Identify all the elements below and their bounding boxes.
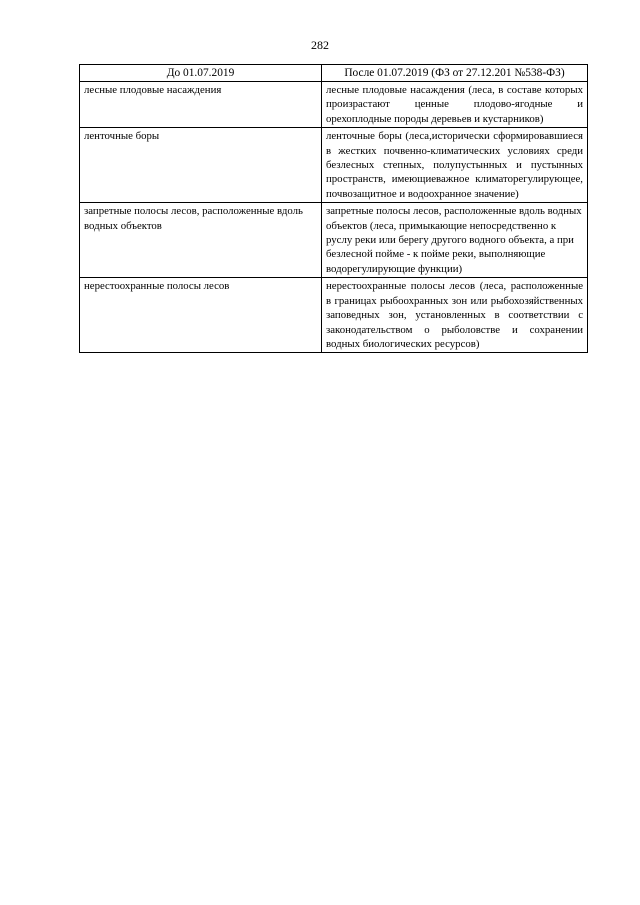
table-row [80,82,588,128]
table-row [80,128,588,203]
row-2-after: ленточные боры (леса,исторически сформировавшиеся в жестких почвенно-климатических условиях среди безлесных степных, полупустынных и пустынных пространств, имеющиеважное климаторегулирующее, почвозащитное и водоохранное значение) [322,128,588,203]
table-row [80,203,588,278]
page-number: 282 [311,38,329,52]
row-1-after: лесные плодовые насаждения (леса, в составе которых произрастают ценные плодово-ягодные и орехоплодные породы деревьев и кустарников) [322,82,588,128]
row-3-before: запретные полосы лесов, расположенные вдоль водных объектов [80,203,322,278]
header-before: До 01.07.2019 [80,65,322,82]
row-4-after: нерестоохранные полосы лесов (леса, расположенные в границах рыбоохранных зон или рыбохозяйственных заповедных зон, установленных в соответствии с законодательством о рыболовстве и сохранении водных биологических ресурсов) [322,278,588,353]
row-2-before: ленточные боры [80,128,322,203]
row-1-before: лесные плодовые насаждения [80,82,322,128]
row-3-after: запретные полосы лесов, расположенные вдоль водных объектов (леса, примыкающие непосредственно к руслу реки или берегу другого водного объекта, а при безлесной пойме - к пойме реки, выполняющие водорегулирующие функции) [322,203,588,278]
header-after: После 01.07.2019 (ФЗ от 27.12.201 №538-ФЗ) [322,65,588,82]
row-4-before: нерестоохранные полосы лесов [80,278,322,353]
comparison-table [79,64,588,353]
table-row [80,278,588,353]
table-header-row [80,65,588,82]
